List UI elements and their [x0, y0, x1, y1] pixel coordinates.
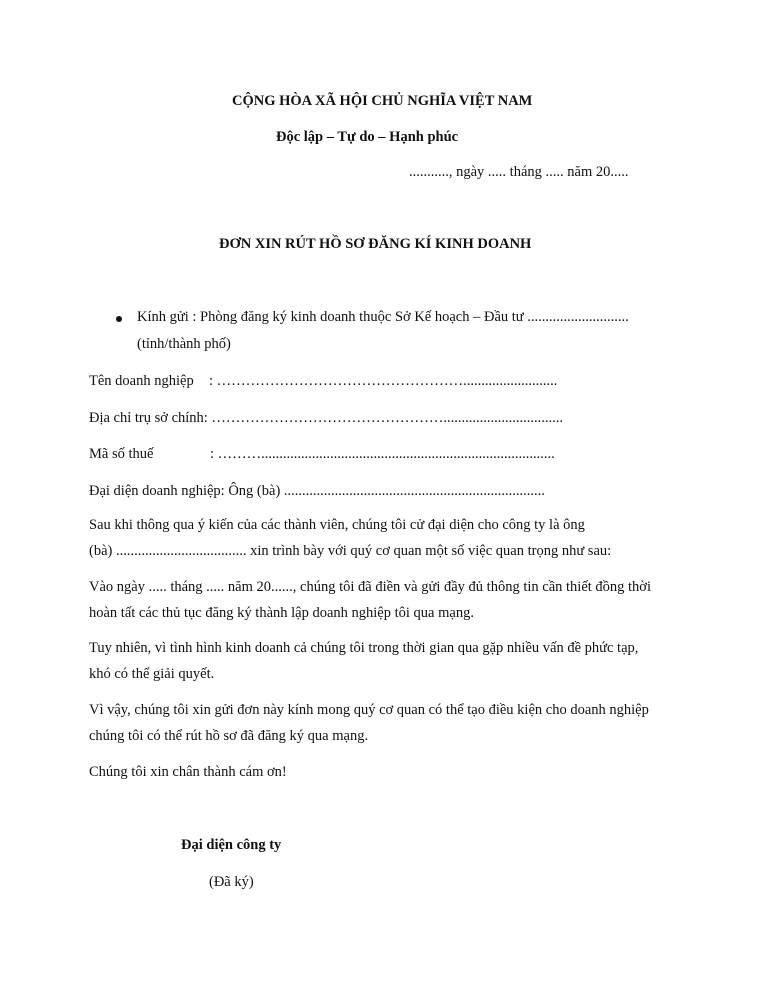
paragraph-2-line-2: hoàn tất các thủ tục đăng ký thành lập doanh nghiệp tôi qua mạng.	[89, 605, 474, 621]
signature-label: Đại diện công ty	[181, 837, 282, 853]
paragraph-1-line-1: Sau khi thông qua ý kiến của các thành viên, chúng tôi cử đại diện cho công ty là ông	[89, 517, 585, 533]
company-name-field: : ……………………………………………..........................	[209, 373, 558, 389]
signature-note: (Đã ký)	[209, 874, 254, 890]
document-title: ĐƠN XIN RÚT HỒ SƠ ĐĂNG KÍ KINH DOANH	[219, 236, 532, 252]
address-field: Địa chỉ trụ sở chính: ………………………………………….................................	[89, 410, 564, 426]
national-title: CỘNG HÒA XÃ HỘI CHỦ NGHĨA VIỆT NAM	[232, 93, 533, 109]
paragraph-2-line-1: Vào ngày ..... tháng ..... năm 20......, chúng tôi đã điền và gửi đầy đủ thông tin cần thiết đồng thời	[89, 579, 652, 595]
paragraph-3-line-1: Tuy nhiên, vì tình hình kinh doanh cả chúng tôi trong thời gian qua gặp nhiều vấn đề phức tạp,	[89, 640, 639, 656]
representative-field: Đại diện doanh nghiệp: Ông (bà) ........................................................................	[89, 483, 545, 499]
paragraph-3-line-2: khó có thể giải quyết.	[89, 666, 215, 682]
place-date-line: ..........., ngày ..... tháng ..... năm 20.....	[409, 164, 629, 180]
paragraph-4-line-1: Vì vậy, chúng tôi xin gửi đơn này kính mong quý cơ quan có thể tạo điều kiện cho doanh nghiệp	[89, 702, 649, 718]
closing-line: Chúng tôi xin chân thành cám ơn!	[89, 764, 287, 780]
national-motto: Độc lập – Tự do – Hạnh phúc	[276, 129, 459, 145]
recipient-line: Kính gửi : Phòng đăng ký kinh doanh thuộc Sở Kế hoạch – Đầu tư ............................	[137, 309, 629, 325]
tax-code-field: : ……….................................................................................	[210, 446, 555, 462]
paragraph-1-line-2: (bà) .................................... xin trình bày với quý cơ quan một số việc quan trọng như sau:	[89, 543, 612, 559]
company-name-label: Tên doanh nghiệp	[89, 373, 194, 389]
bullet-icon	[116, 316, 122, 322]
tax-code-label: Mã số thuế	[89, 446, 154, 462]
paragraph-4-line-2: chúng tôi có thể rút hồ sơ đã đăng ký qua mạng.	[89, 728, 369, 744]
recipient-province: (tỉnh/thành phố)	[137, 336, 231, 352]
